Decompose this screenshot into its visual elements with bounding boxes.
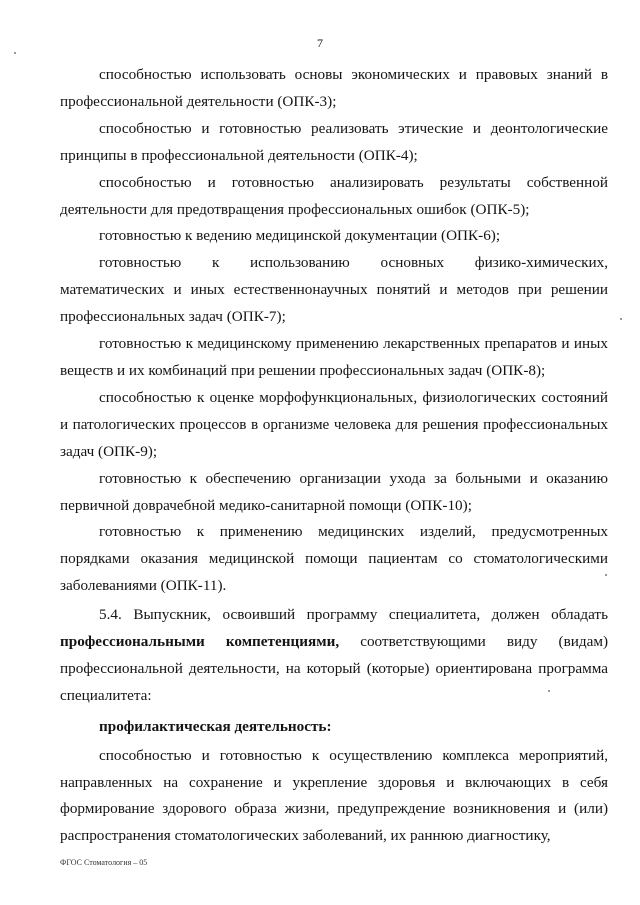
section-5-4-rest: соответствующими виду (видам) профессиональной деятельности, на который (которые) ориентирована программа специалитета:: [60, 633, 609, 704]
page-number: 7: [317, 36, 323, 50]
section-5-4-bold-term: профессиональными компетенциями,: [60, 633, 340, 651]
scan-speck: [605, 574, 607, 576]
paragraph-opk-7: готовностью к использованию основных физико-химических, математических и иных естественнонаучных понятий и методов при решении профессиональных задач (ОПК-7);: [60, 254, 608, 326]
paragraph-opk-4: способностью и готовностью реализовать этические и деонтологические принципы в профессиональной деятельности (ОПК-4);: [60, 119, 608, 164]
paragraph-pk-1: способностью и готовностью к осуществлению комплекса мероприятий, направленных на сохранение и укрепление здоровья и включающих в себя формирование здорового образа жизни, предупреждение возникновения и (или) распространения стоматологических заболеваний, их раннюю диагностику,: [60, 746, 608, 845]
paragraph-opk-8: готовностью к медицинскому применению лекарственных препаратов и иных веществ и их комбинаций при решении профессиональных задач (ОПК-8);: [60, 335, 608, 379]
section-heading: профилактическая деятельность:: [99, 717, 332, 735]
paragraph-opk-11: готовностью к применению медицинских изделий, предусмотренных порядками оказания медицинской помощи пациентам со стоматологическими заболеваниями (ОПК-11).: [60, 523, 608, 595]
paragraph-opk-9: способностью к оценке морфофункциональных, физиологических состояний и патологических процессов в организме человека для решения профессиональных задач (ОПК-9);: [60, 388, 608, 460]
document-body: [60, 62, 608, 850]
scan-speck: [620, 318, 622, 320]
section-5-4-lead: 5.4. Выпускник, освоивший программу специалитета, должен обладать: [99, 606, 608, 624]
paragraph-opk-10: готовностью к обеспечению организации ухода за больными и оказанию первичной доврачебной медико-санитарной помощи (ОПК-10);: [60, 469, 608, 514]
paragraph-opk-6: готовностью к ведению медицинской документации (ОПК-6);: [99, 227, 501, 245]
section-5-4-paragraph: [60, 602, 608, 710]
paragraph-opk-5: способностью и готовностью анализировать результаты собственной деятельности для предотвращения профессиональных ошибок (ОПК-5);: [60, 173, 608, 218]
paragraph-opk-3: способностью использовать основы экономических и правовых знаний в профессиональной деятельности (ОПК-3);: [60, 66, 608, 110]
footer-text: ФГОС Стоматология – 05: [60, 858, 148, 867]
scan-speck: [548, 690, 550, 692]
scan-speck: [14, 52, 16, 54]
